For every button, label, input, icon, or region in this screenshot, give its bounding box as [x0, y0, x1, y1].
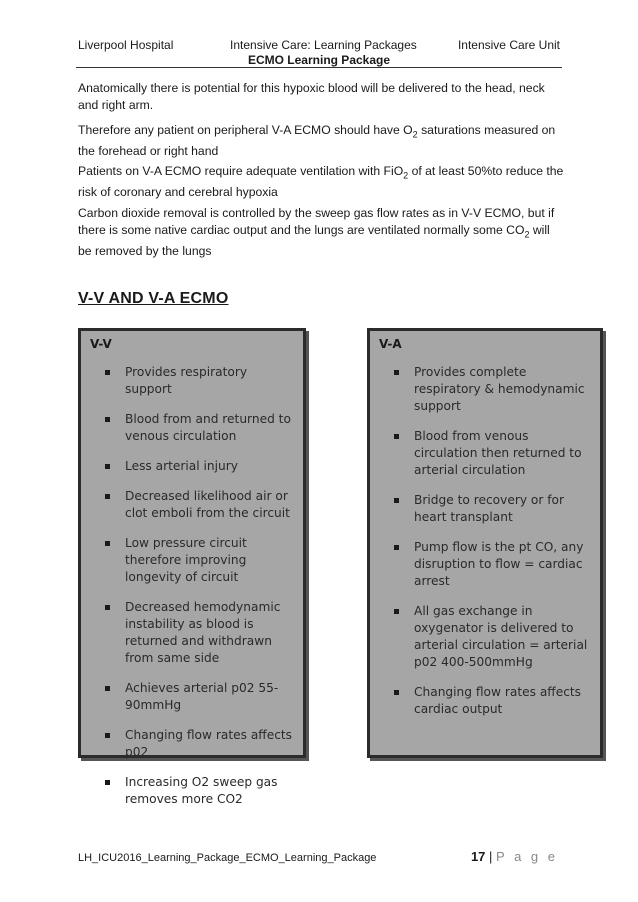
page-label: P a g e — [496, 849, 558, 864]
list-item: Increasing O2 sweep gas removes more CO2 — [103, 774, 295, 808]
va-list — [392, 364, 592, 731]
footer-separator: | — [485, 849, 497, 864]
paragraph-hypoxic-blood: Anatomically there is potential for this hypoxic blood will be delivered to the head, neck and right arm. — [78, 81, 545, 112]
bullet-icon — [105, 370, 110, 375]
paragraph-ventilation: Patients on V-A ECMO require adequate ventilation with FiO$_2$ of at least 50%to reduce the risk of coronary and cerebral hypoxia — [78, 164, 564, 200]
paragraph-co2-removal: Carbon dioxide removal is controlled by the sweep gas flow rates as in V-V ECMO, but if there is some native cardiac output and the lungs are ventilated normally some $CO_2$ will be removed by the lungs — [78, 206, 555, 259]
list-item: Pump flow is the pt CO, any disruption to flow = cardiac arrest — [392, 539, 592, 590]
page-number: 17 — [470, 849, 486, 864]
list-item: Changing flow rates affects p02 — [103, 727, 295, 761]
bullet-icon — [105, 494, 110, 499]
bullet-icon — [394, 370, 399, 375]
bullet-icon — [105, 417, 110, 422]
vv-list — [103, 364, 295, 821]
footer-document-name: LH_ICU2016_Learning_Package_ECMO_Learning_Package — [78, 852, 377, 864]
va-comparison-box — [367, 328, 603, 758]
list-item: Blood from and returned to venous circulation — [103, 411, 295, 445]
list-item: Provides respiratory support — [103, 364, 295, 398]
bullet-icon — [105, 464, 110, 469]
header-unit: Intensive Care Unit — [457, 38, 560, 52]
bullet-icon — [105, 780, 110, 785]
bullet-icon — [394, 609, 399, 614]
list-item: Changing flow rates affects cardiac output — [392, 684, 592, 718]
bullet-icon — [105, 686, 110, 691]
bullet-icon — [105, 733, 110, 738]
bullet-icon — [394, 545, 399, 550]
bullet-icon — [394, 690, 399, 695]
paragraph-o2-saturations: Therefore any patient on peripheral V-A ECMO should have $O_2$ saturations measured on the forehead or right hand — [78, 123, 556, 159]
section-heading: V-V AND V-A ECMO — [78, 290, 229, 307]
footer-page-indicator — [471, 849, 558, 864]
header-divider — [76, 67, 562, 68]
list-item: All gas exchange in oxygenator is delivered to arterial circulation = arterial p02 400-500mmHg — [392, 603, 592, 671]
vv-comparison-box — [78, 328, 306, 806]
bullet-icon — [394, 498, 399, 503]
va-box-title: V-A — [379, 337, 402, 351]
list-item: Decreased hemodynamic instability as blood is returned and withdrawn from same side — [103, 599, 295, 667]
bullet-icon — [105, 605, 110, 610]
list-item: Provides complete respiratory & hemodynamic support — [392, 364, 592, 415]
header-subtitle: ECMO Learning Package — [247, 53, 391, 67]
bullet-icon — [394, 434, 399, 439]
vv-box-title: V-V — [90, 337, 112, 351]
list-item: Less arterial injury — [103, 458, 295, 475]
list-item: Bridge to recovery or for heart transplant — [392, 492, 592, 526]
list-item: Achieves arterial p02 55-90mmHg — [103, 680, 295, 714]
header-hospital: Liverpool Hospital — [78, 38, 174, 52]
header-package-title: Intensive Care: Learning Packages — [230, 38, 417, 52]
list-item: Low pressure circuit therefore improving longevity of circuit — [103, 535, 295, 586]
list-item: Decreased likelihood air or clot emboli from the circuit — [103, 488, 295, 522]
bullet-icon — [105, 541, 110, 546]
list-item: Blood from venous circulation then returned to arterial circulation — [392, 428, 592, 479]
